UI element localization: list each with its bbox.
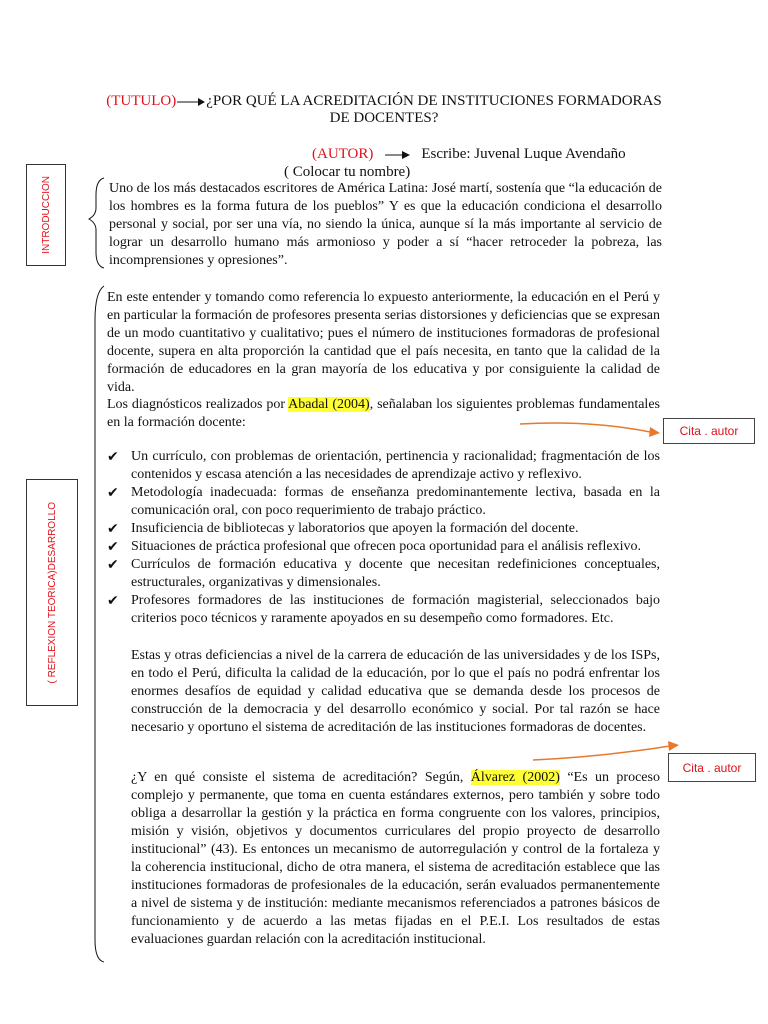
list-item-text: Profesores formadores de las instituciones de formación magisterial, seleccionados bajo criterios poco técnicos y raramente apoyados en su desempeño como formadores. Etc. [131,593,660,626]
list-item [107,484,660,520]
title-tag: (TUTULO) [106,93,177,109]
development-label-text: ( REFLEXION TEORICA)DESARROLLO [46,501,58,684]
list-item [107,556,660,592]
citation-alvarez: Álvarez (2002) [470,770,560,785]
checkmark-icon: ✔ [107,521,119,537]
list-item-text: Metodología inadecuada: formas de enseñanza predominantemente lectiva, basada en la comunicación oral, con poco requerimiento de trabajo práctico. [131,485,660,518]
arrow-head-icon [668,741,679,751]
checkmark-icon: ✔ [107,593,119,609]
list-item-text: Situaciones de práctica profesional que ofrecen poca oportunidad para el análisis reflexivo. [131,539,642,554]
checkmark-icon: ✔ [107,557,119,573]
diagnostics-text-end: , señalaban los siguientes problemas fundamentales en la formación docente: [107,397,660,430]
accreditation-text-end: “Es un proceso complejo y permanente, que toma en cuenta estándares externos, pero también y sobre todo obliga a desarrollar la gestión y la práctica en forma congruente con los valores, principios, misión y visión, objetivos y documentos curriculares del propio proyecto de desarrollo institucional” (43). Es entonces un mecanismo de autorregulación y control de la fortaleza y la coherencia institucional, dicho de otra manera, el sistema de acreditación establece que las instituciones formadoras de profesionales de la educación, serán evaluados permanentemente a nivel de sistema y de institución: mediante mecanismos referenciados a patrones básicos de funcionamiento y de acuerdo a las metas fijadas en el P.E.I. Los resultados de estas evaluaciones guardan relación con la acreditación institucional. [131,770,660,947]
accreditation-paragraph [131,769,660,949]
author-name: Escribe: Juvenal Luque Avendaño [421,146,626,162]
list-item [107,520,660,538]
diagnostics-text: Los diagnósticos realizados por [107,397,289,412]
list-item [107,448,660,484]
cite-author-box: Cita . autor [663,418,755,444]
title-text: ¿POR QUÉ LA ACREDITACIÓN DE INSTITUCIONES FORMADORAS DE DOCENTES? [206,93,662,126]
brace-icon [89,178,104,268]
intro-label-text: INTRODUCCION [40,176,52,254]
list-item-text: Insuficiencia de bibliotecas y laboratorios que apoyen la formación del docente. [131,521,579,536]
list-item-text: Currículos de formación educativa y docente que necesitan redefiniciones conceptuales, estructurales, organizativas y dimensionales. [131,557,660,590]
curved-arrow-icon [533,746,670,760]
problems-list [107,448,660,628]
intro-paragraph: Uno de los más destacados escritores de América Latina: José martí, sostenía que “la educación de los hombres es la forma futura de los pueblos” Y es que la educación condiciona el desarrollo personal y social, por ser una vía, no siendo la única, aunque sí la más importante al servicio de lograr un desarrollo humano más armonioso y poder a sí “hacer retroceder la pobreza, las incomprensiones y opresiones”. [109,181,662,268]
list-item [107,538,660,556]
citation-abadal: Abadal (2004) [288,397,370,412]
author-placeholder: ( Colocar tu nombre) [284,164,411,180]
cite-author-box: Cita . autor [668,753,756,782]
checkmark-icon: ✔ [107,539,119,555]
brace-icon [95,286,104,962]
continuation-paragraph: Estas y otras deficiencias a nivel de la carrera de educación de las universidades y de los ISPs, en todo el Perú, dificulta la calidad de la educación, por lo que el país no podrá enfrentar los enormes desafíos de equidad y calidad educativa que se demanda desde los procesos de construcción de la democracia y del desarrollo económico y social. Por tal razón se hace necesario y oportuno el sistema de acreditación de las instituciones formadoras de docentes. [131,648,660,735]
checkmark-icon: ✔ [107,485,119,501]
diagnostics-paragraph [107,396,660,432]
checkmark-icon: ✔ [107,449,119,465]
accreditation-text: ¿Y en qué consiste el sistema de acreditación? Según, [131,770,471,785]
list-item-text: Un currículo, con problemas de orientación, pertinencia y racionalidad; fragmentación de los contenidos y escasa atención a las necesidades de aprendizaje activo y reflexivo. [131,449,660,482]
author-tag: (AUTOR) [312,146,374,162]
development-paragraph: En este entender y tomando como referencia lo expuesto anteriormente, la educación en el Perú y en particular la formación de profesores presenta serias distorsiones y deficiencias que se expresan de un modo cuantitativo y cualitativo; pues el número de instituciones formadoras de profesional docente, supera en alta proporción la cantidad que el país necesita, en tanto que la calidad de la formación de educadores en la gran mayoría de los educativa y por consiguiente la calidad de vida. [107,290,660,395]
list-item [107,592,660,628]
